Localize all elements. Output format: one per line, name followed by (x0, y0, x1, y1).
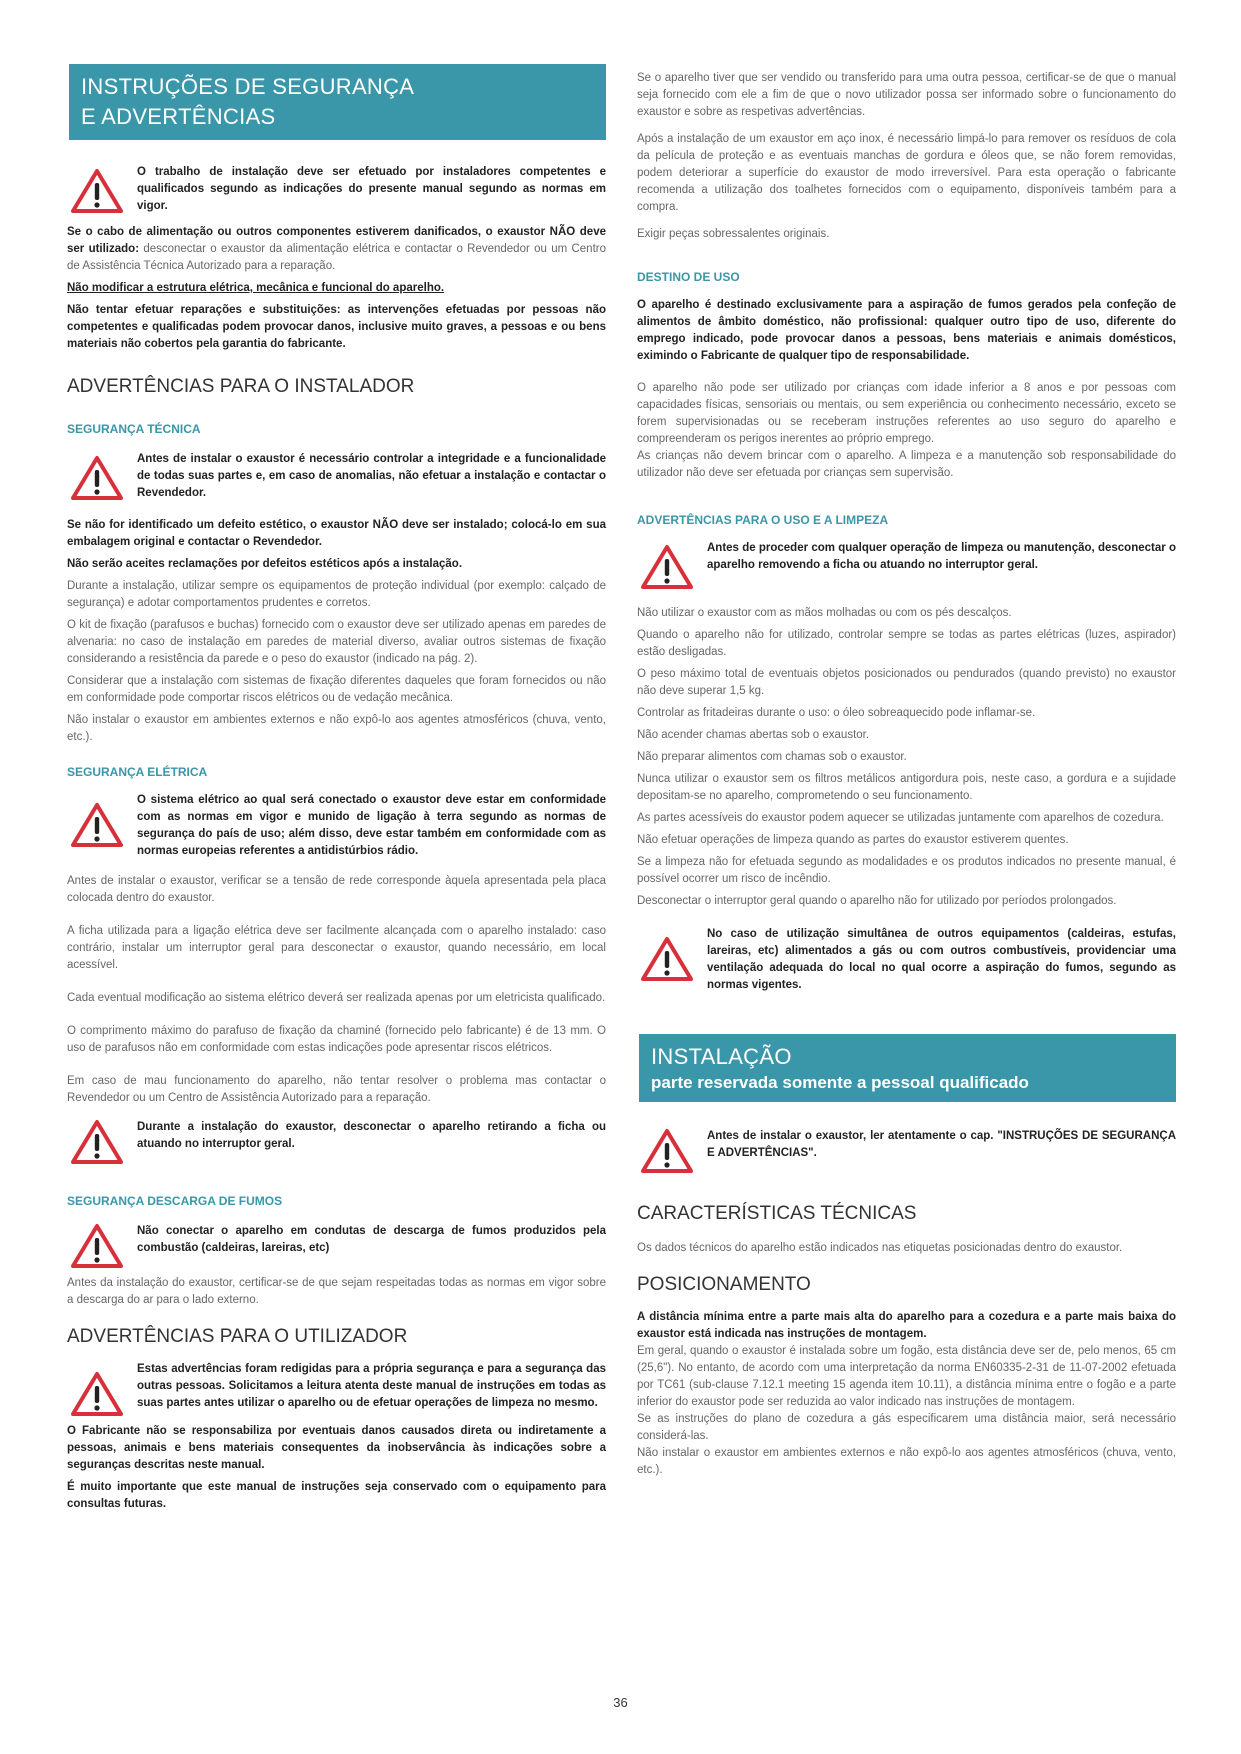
warning-fumes-text: Não conectar o aparelho em condutas de descarga de fumos produzidos pela combustão (caldeiras, lareiras, etc) (137, 1225, 606, 1254)
no-modify-paragraph: Não modificar a estrutura elétrica, mecânica e funcional do aparelho. (67, 282, 445, 294)
children-paragraph: O aparelho não pode ser utilizado por crianças com idade inferior a 8 anos e por pessoas com capacidades físicas, sensoriais ou mentais, ou sem experiência ou conhecimento necessário, exceto se forem supervisionadas ou se receberam instruções referentes ao uso seguro do aparelho e compreenderam os perigos inerentes ao próprio emprego. As crianças não devem brincar com o aparelho. A limpeza e a manutenção sob responsabilidade do utilizador não deve ser efetuada por crianças sem supervisão. (637, 382, 1176, 479)
cleaning-item: As partes acessíveis do exaustor podem aquecer se utilizadas juntamente com aparelhos de cozedura. (637, 812, 1164, 824)
positioning-heading: POSICIONAMENTO (637, 1274, 811, 1295)
warning-triangle-icon (641, 936, 693, 982)
warning-installers (67, 164, 606, 215)
warning-triangle-icon (71, 1119, 123, 1165)
warning-technical-text: Antes de instalar o exaustor é necessário controlar a integridade e a funcionalidade de todas suas partes e, em caso de anomalias, não efetuar a instalação e contactar o Revendedor. (137, 453, 606, 499)
warning-triangle-icon (71, 1371, 123, 1417)
cleaning-item: Não utilizar o exaustor com as mãos molhadas ou com os pés descalços. (637, 607, 1012, 619)
warning-triangle-icon (71, 168, 123, 214)
spare-parts-paragraph: Exigir peças sobressalentes originais. (637, 228, 830, 240)
technical-specs-heading: CARACTERÍSTICAS TÉCNICAS (637, 1203, 917, 1224)
page-number: 36 (613, 1695, 628, 1710)
cleaning-item: Desconectar o interruptor geral quando o aparelho não for utilizado por períodos prolongados. (637, 895, 1117, 907)
warning-technical (67, 451, 606, 502)
outdoor-paragraph: Não instalar o exaustor em ambientes externos e não expô-lo aos agentes atmosféricos (chuva, vento, etc.). (67, 714, 606, 743)
warning-user (67, 1361, 606, 1417)
intended-use-heading: DESTINO DE USO (637, 270, 740, 284)
warning-user-text: Estas advertências foram redigidas para a própria segurança e para a segurança das outras pessoas. Solicitamos a leitura atenta deste manual de instruções em todas as suas partes antes utilizar o aparelho ou de efetuar operações de limpeza no mesmo. (137, 1363, 606, 1409)
ppe-paragraph: Durante a instalação, utilizar sempre os equipamentos de proteção individual (por exemplo: calçado de segurança) e adotar comportamentos prudentes e corretos. (67, 580, 606, 609)
no-repair-paragraph: Não tentar efetuar reparações e substituições: as intervenções efetuadas por pessoas não competentes e qualificadas podem provocar danos, inclusive muito graves, a pessoas e ou bens materiais não cobertos pela garantia do fabricante. (67, 304, 606, 350)
warning-electrical (67, 792, 606, 860)
electrical-safety-heading: SEGURANÇA ELÉTRICA (67, 765, 208, 779)
warning-gas-text: No caso de utilização simultânea de outros equipamentos (caldeiras, estufas, lareiras, etc) alimentados a gás ou com outros combustíveis, providenciar uma ventilação adequada do local no qual ocorre a aspiração do fumos, segundo as normas vigentes. (707, 928, 1176, 991)
cleaning-item: Controlar as fritadeiras durante o uso: o óleo sobreaquecido pode inflamar-se. (637, 707, 1036, 719)
plug-paragraph: A ficha utilizada para a ligação elétrica deve ser facilmente alcançada com o aparelho instalado: caso contrário, instalar um interruptor geral para desconectar o exaustor, quando necessário, em local acessível. (67, 925, 606, 971)
warning-disconnect-text: Durante a instalação do exaustor, desconectar o aparelho retirando a ficha ou atuando no interruptor geral. (137, 1121, 606, 1150)
fixing-kit-paragraph: O kit de fixação (parafusos e buchas) fornecido com o exaustor deve ser utilizado apenas em paredes de alvenaria: no caso de instalação em paredes de material diverso, avaliar outros sistemas de fixação considerando a resistência da parede e o peso do exaustor (indicado na pág. 2). (67, 619, 606, 665)
positioning-bold-paragraph: A distância mínima entre a parte mais alta do aparelho para a cozedura e a parte mais baixa do exaustor está indicada nas instruções de montagem. (637, 1311, 1176, 1340)
malfunction-paragraph: Em caso de mau funcionamento do aparelho, não tentar resolver o problema mas contactar o Revendedor ou um Centro de Assistência Autorizado para a reparação. (67, 1075, 606, 1104)
technical-specs-paragraph: Os dados técnicos do aparelho estão indicados nas etiquetas posicionadas dentro do exaustor. (637, 1242, 1123, 1254)
installation-banner-title: INSTALAÇÃO (651, 1044, 792, 1069)
claims-paragraph: Não serão aceites reclamações por defeitos estéticos após a instalação. (67, 558, 463, 570)
installation-banner-subtitle: parte reservada somente a pessoal qualificado (651, 1073, 1029, 1092)
warning-triangle-icon (641, 544, 693, 590)
installation-banner (639, 1034, 1176, 1102)
cable-damage-bold: Se o cabo de alimentação ou outros componentes estiverem danificados, o exaustor NÃO deve ser utilizado: (67, 226, 606, 255)
positioning-paragraph: Em geral, quando o exaustor é instalada sobre um fogão, esta distância deve ser de, pelo menos, 65 cm (25,6"). No entanto, de acordo com uma interpretação da norma EN60335-2-31 de 11-07-2002 efetuada por TC61 (sub-clause 7.12.1 meeting 15 agenda item 10.11), a distância mínima entre o fogão e a parte inferior do exaustor pode ser reduzida ao valor indicado nas instruções de montagem. Se as instruções do plano de cozedura a gás especificarem uma distância maior, será necessário considerá-las. Não instalar o exaustor em ambientes externos e não expô-lo aos agentes atmosféricos (chuva, vento, etc.). (637, 1345, 1176, 1476)
warning-gas (637, 926, 1176, 994)
liability-paragraph: O Fabricante não se responsabiliza por eventuais danos causados direta ou indiretamente a pessoas, animais e bens materiais consequentes da inobservância às indicações sobre a seguranças descritas neste manual. (67, 1425, 606, 1471)
cleaning-item: Se a limpeza não for efetuada segundo as modalidades e os produtos indicados no presente manual, é possível ocorrer um risco de incêndio. (637, 856, 1176, 885)
right-column (637, 62, 1176, 1479)
fumes-paragraph: Antes da instalação do exaustor, certificar-se de que sejam respeitadas todas as normas em vigor sobre a descarga do ar para o lado externo. (67, 1277, 606, 1306)
aesthetic-defect-paragraph: Se não for identificado um defeito estético, o exaustor NÃO deve ser instalado; colocá-lo em sua embalagem original e contactar o Revendedor. (67, 519, 606, 548)
warning-cleaning (637, 540, 1176, 590)
keep-manual-paragraph: É muito importante que este manual de instruções seja conservado com o equipamento para consultas futuras. (67, 1481, 606, 1510)
warning-disconnect (67, 1119, 606, 1165)
technical-safety-heading: SEGURANÇA TÉCNICA (67, 422, 201, 436)
cleaning-item: Quando o aparelho não for utilizado, controlar sempre se todas as partes elétricas (luzes, aspirador) estão desligadas. (637, 629, 1176, 658)
use-cleaning-heading: ADVERTÊNCIAS PARA O USO E A LIMPEZA (637, 513, 889, 527)
safety-banner-title: INSTRUÇÕES DE SEGURANÇA E ADVERTÊNCIAS (81, 74, 415, 129)
warning-cleaning-text: Antes de proceder com qualquer operação de limpeza ou manutenção, desconectar o aparelho removendo a ficha ou atuando no interruptor geral. (707, 542, 1176, 571)
warning-installers-text: O trabalho de instalação deve ser efetuado por instaladores competentes e qualificados segundo as indicações do presente manual segundo as normas em vigor. (137, 166, 606, 212)
installer-heading: ADVERTÊNCIAS PARA O INSTALADOR (67, 376, 415, 397)
modification-paragraph: Cada eventual modificação ao sistema elétrico deverá ser realizada apenas por um eletricista qualificado. (67, 992, 606, 1004)
inox-paragraph: Após a instalação de um exaustor em aço inox, é necessário limpá-lo para remover os resíduos de cola da película de proteção e as eventuais manchas de gordura e óleos que, se não forem removidas, podem deteriorar a superfície do exaustor de modo irreversível. Para esta operação o fabricante recomenda a utilização dos toalhetes fornecidos com o equipamento, disponíveis também para a compra. (637, 133, 1176, 213)
voltage-paragraph: Antes de instalar o exaustor, verificar se a tensão de rede corresponde àquela apresentada pela placa colocada dentro do exaustor. (67, 875, 606, 904)
cleaning-item: Não efetuar operações de limpeza quando as partes do exaustor estiverem quentes. (637, 834, 1069, 846)
cable-damage-rest: desconectar o exaustor da alimentação elétrica e contactar o Revendedor ou um Centro de Assistência Técnica Autorizado para a reparação. (67, 243, 606, 272)
screw-paragraph: O comprimento máximo do parafuso de fixação da chaminé (fornecido pelo fabricante) é de 13 mm. O uso de parafusos não em conformidade com estas indicações pode apresentar riscos elétricos. (67, 1025, 606, 1054)
left-column (67, 62, 606, 1513)
warning-installation (637, 1128, 1176, 1174)
warning-triangle-icon (71, 455, 123, 501)
cleaning-item: O peso máximo total de eventuais objetos posicionados ou pendurados (quando previsto) no exaustor não deve superar 1,5 kg. (637, 668, 1176, 697)
safety-banner (69, 64, 606, 140)
warning-triangle-icon (71, 802, 123, 848)
warning-triangle-icon (641, 1128, 693, 1174)
warning-fumes (67, 1223, 606, 1269)
fumes-safety-heading: SEGURANÇA DESCARGA DE FUMOS (67, 1194, 283, 1208)
sold-paragraph: Se o aparelho tiver que ser vendido ou transferido para uma outra pessoa, certificar-se de que o manual seja fornecido com ele a fim de que o novo utilizador possa ser informado sobre o funcionamento do exaustor e sobre as respetivas advertências. (637, 72, 1176, 118)
warning-triangle-icon (71, 1223, 123, 1269)
fixing-systems-paragraph: Considerar que a instalação com sistemas de fixação diferentes daqueles que foram fornecidos ou não em conformidade pode comportar riscos elétricos ou de vedação mecânica. (67, 675, 606, 704)
cable-damage-paragraph (67, 224, 606, 275)
warning-installation-text: Antes de instalar o exaustor, ler atentamente o cap. "INSTRUÇÕES DE SEGURANÇA E ADVERTÊNCIAS". (707, 1130, 1176, 1159)
cleaning-item: Nunca utilizar o exaustor sem os filtros metálicos antigordura pois, neste caso, a gordura e a sujidade depositam-se no aparelho, comprometendo o seu funcionamento. (637, 773, 1176, 802)
user-heading: ADVERTÊNCIAS PARA O UTILIZADOR (67, 1326, 408, 1347)
intended-use-paragraph: O aparelho é destinado exclusivamente para a aspiração de fumos gerados pela confeção de alimentos de âmbito doméstico, não profissional: qualquer outro tipo de uso, diferente do emprego indicado, pode provocar danos a pessoas, bens materiais e animais domésticos, eximindo o Fabricante de qualquer tipo de responsabilidade. (637, 299, 1176, 362)
cleaning-item: Não preparar alimentos com chamas sob o exaustor. (637, 751, 907, 763)
warning-electrical-text: O sistema elétrico ao qual será conectado o exaustor deve estar em conformidade com as normas em vigor e munido de ligação à terra segundo as normas de segurança do país de uso; além disso, deve estar também em conformidade com as normas europeias referentes a antidistúrbios rádio. (137, 794, 606, 857)
cleaning-item: Não acender chamas abertas sob o exaustor. (637, 729, 870, 741)
